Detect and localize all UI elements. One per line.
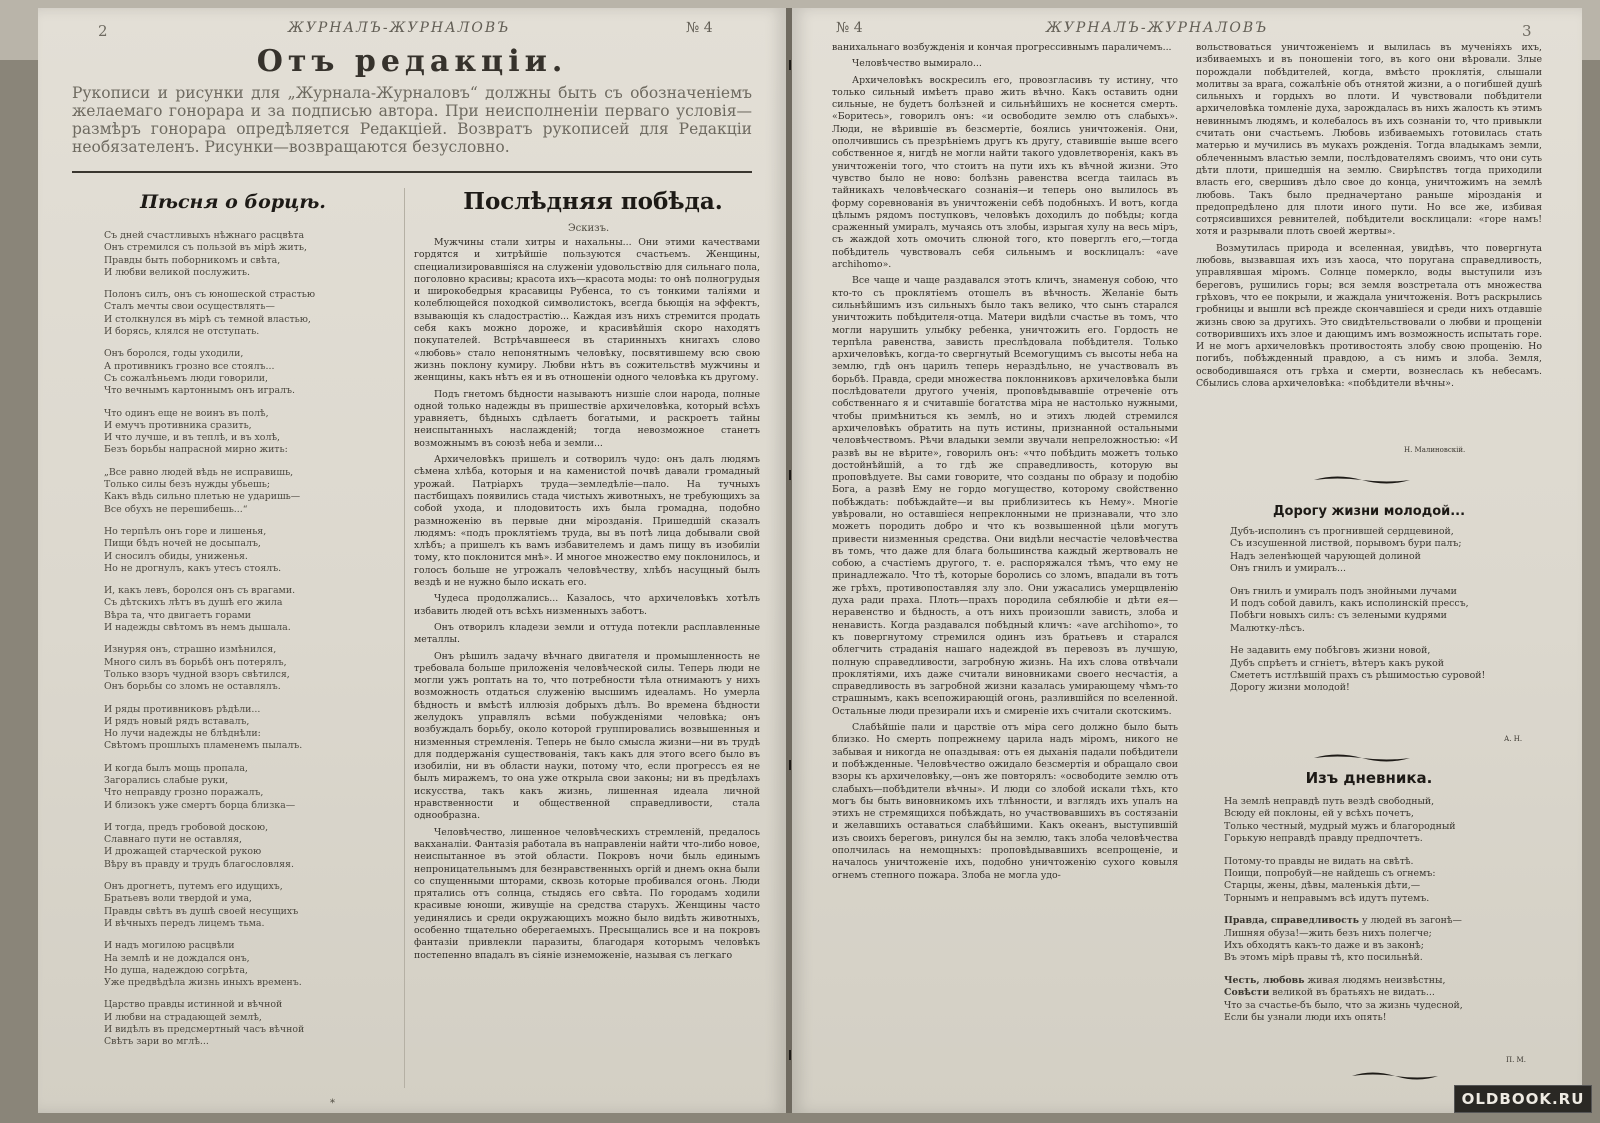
poem-line: Если бы узнали люди ихъ опять!	[1224, 1012, 1387, 1024]
poem-line: Только честный, мудрый мужъ и благородный	[1224, 820, 1456, 832]
poem-line: И борясь, клялся не отступать.	[104, 326, 260, 338]
paragraph: Возмутилась природа и вселенная, увидѣвъ, что повергнута любовь, вызвавшая ихъ изъ хаоса, что поругана справедливость, управлявшая міромъ. Солнце померкло, воды выступили изъ береговъ, рушились горы; вся земля возстретала отъ множества грѣховъ, что ее покрыли, и жаждала уничтоженія. Вотъ раскрылись гробницы и вышли всѣ прежде скончавшіеся и среди нихъ отдавшіе жизнь свою за другихъ. Это свидѣтельствовали о любви и прощеніи сотворившихъ ихъ злое и дающимъ имъ возможность испытать горе. И не могъ архичеловѣкъ противостоять злобу свою прощенію. Но погибъ, побѣжденный правдою, а съ нимъ и злоба. Земля, освободившаяся отъ грѣха и смерти, вознеслась къ небесамъ. Сбылись слова архичеловѣка: «побѣдители вѣчны».	[1196, 242, 1542, 390]
paragraph: Онъ отворилъ кладези земли и оттуда потекли расплавленные металлы.	[414, 621, 760, 646]
poem-line: Торнымъ и неправымъ всѣ идутъ путемъ.	[1224, 892, 1430, 904]
paragraph: Человѣчество вымирало...	[852, 58, 982, 70]
poem-line: Онъ боролся, годы уходили,	[104, 348, 244, 360]
poem-line: Загорались слабые руки,	[104, 774, 229, 786]
poem-line: И что лучше, и въ теплѣ, и въ холѣ,	[104, 432, 281, 444]
poem-line: И надъ могилою расцвѣли	[104, 940, 235, 952]
story-subtitle: Эскизъ.	[568, 223, 610, 234]
stanza	[104, 526, 354, 575]
poem-body	[104, 230, 354, 1059]
poem-line: И емучъ противника сразить,	[104, 419, 252, 431]
poem-line: Полонъ силъ, онъ съ юношеской страстью	[104, 289, 316, 301]
stanza	[1224, 915, 1542, 965]
poem-line: Дубъ спрѣетъ и сгніетъ, вѣтеръ какъ рукой	[1230, 657, 1444, 669]
page-mark: *	[330, 1098, 335, 1109]
poem-line: И столкнулся въ мірѣ съ темной властью,	[104, 313, 311, 325]
poem1-signature: А. Н.	[1504, 735, 1523, 743]
paragraph: Архичеловѣкъ пришелъ и сотворилъ чудо: онъ далъ людямъ сѣмена хлѣба, которыя и на каменистой почвѣ давали громадный урожай. Патріархъ труда—земледѣліе—пало. На тучныхъ пастбищахъ появились стада чистыхъ животныхъ, не требующихъ за собой ухода, и плодовитость ихъ была громадна, подобно размноженію въ первые дни мірозданія. Пришедшій сказалъ людямъ: «подъ проклятіемъ труда, вы въ потѣ лица добывали свой хлѣбъ; а пришелъ къ вамъ избавителемъ и дамъ пищу въ изобиліи тому, кто поклонится мнѣ». И многое множество ему поклонилось, и голосъ больше не угрожалъ человѣчеству, хлѣбъ насущный былъ вездѣ и не нужно было искать его.	[414, 454, 760, 589]
poem-line: На землѣ и не дождался онъ,	[104, 952, 250, 964]
page-number: 2	[98, 22, 108, 40]
poem-line: Сталъ мечты свои осуществлять—	[104, 301, 275, 313]
poem-line: И дрожащей старческой рукою	[104, 846, 262, 858]
poem-line: Славнаго пути не оставляя,	[104, 834, 243, 846]
stanza	[104, 704, 354, 753]
poem-line: Что одинъ еще не воинъ въ полѣ,	[104, 407, 269, 419]
watermark-logo: OLDBOOK.RU	[1454, 1085, 1592, 1113]
poem2-body	[1224, 796, 1542, 1035]
poem-line: Честь, любовь живая людямъ неизвѣстны,	[1224, 974, 1446, 986]
poem-line: Вѣра та, что двигаетъ горами	[104, 609, 252, 621]
poem-line: Правды свѣтъ въ душѣ своей несущихъ	[104, 905, 299, 917]
poem-line: Потому-то правды не видать на свѣтѣ.	[1224, 855, 1414, 867]
poem-line: Побѣги новыхъ силъ: съ зелеными кудрями	[1230, 610, 1447, 622]
stanza	[104, 348, 354, 397]
editorial-title: Отъ редакціи.	[256, 44, 568, 79]
poem-line: Всюду ей поклоны, ей у всѣхъ почетъ,	[1224, 808, 1414, 820]
poem-line: Правды быть поборникомъ и свѣта,	[104, 254, 281, 266]
poem2-signature: П. М.	[1506, 1056, 1526, 1064]
poem-line: Все обухъ не перешибешь...“	[104, 503, 248, 515]
stanza	[104, 408, 354, 457]
stanza	[104, 230, 354, 279]
binding-stitch	[789, 470, 791, 480]
poem-line: Съ сожалѣньемъ люди говорили,	[104, 372, 269, 384]
poem-line: Онъ гнилъ и умиралъ подъ знойными лучами	[1230, 585, 1457, 597]
binding-stitch	[789, 760, 791, 770]
poem-line: Правда, справедливость у людей въ загонѣ—	[1224, 915, 1462, 927]
stanza	[104, 763, 354, 812]
poem-line: Но не дрогнулъ, какъ утесъ стоялъ.	[104, 562, 282, 574]
column-divider	[404, 188, 405, 1088]
poem-line: На землѣ неправдѣ путь вездѣ свободный,	[1224, 796, 1435, 807]
poem-line: И вѣчныхъ передъ лицемъ тьма.	[104, 917, 265, 929]
poem-line: Въ этомъ мірѣ правы тѣ, кто посильнѣй.	[1224, 952, 1423, 964]
poem-line: Съ дѣтскихъ лѣтъ въ душѣ его жила	[104, 597, 283, 609]
paragraph: ванихальнаго возбужденія и кончая прогрессивнымъ параличемъ...	[832, 42, 1172, 53]
poem-line: И любви великой послужить.	[104, 266, 250, 278]
poem-line: И близокъ уже смертъ борца близка—	[104, 799, 296, 811]
poem-line: И любви на страдающей землѣ,	[104, 1011, 262, 1023]
poem-line: Дорогу жизни молодой!	[1230, 682, 1350, 694]
poem-line: Горькую неправдѣ правду предпочтетъ.	[1224, 833, 1423, 845]
poem-line: Что неправду грозно поражалъ,	[104, 787, 264, 799]
right-page	[792, 8, 1582, 1113]
poem-line: А противникъ грозно все стоялъ...	[104, 360, 275, 372]
poem-line: Ихъ обходятъ какъ-то даже и въ законѣ;	[1224, 940, 1424, 952]
author-signature: Н. Малиновскій.	[1404, 446, 1466, 454]
poem-line: И когда былъ мощь пропала,	[104, 762, 248, 774]
poem-line: Не задавить ему побѣговъ жизни новой,	[1230, 645, 1431, 657]
poem-title: Пѣсня о борцѣ.	[140, 191, 326, 213]
poem-line: Совѣсти великой въ братьяхъ не видать...	[1224, 987, 1435, 999]
stanza	[104, 585, 354, 634]
paragraph: Подъ гнетомъ бѣдности называютъ низшіе слои народа, полные одной только надежды въ пришествіе архичеловѣка, который всѣхъ уравняетъ, бѣдныхъ сдѣлаетъ богатыми, и раскроетъ тайны неиспытанныхъ наслажденій; тогда невозможное станетъ возможнымъ въ союзѣ неба и земли...	[414, 388, 760, 449]
stanza	[1224, 975, 1542, 1025]
poem-line: И сносилъ обиды, униженья.	[104, 550, 248, 562]
poem-line: Съ дней счастливыхъ нѣжнаго расцвѣта	[104, 230, 305, 241]
stanza	[1230, 526, 1542, 576]
poem2-title: Изъ дневника.	[1305, 769, 1433, 787]
paragraph: Архичеловѣкъ воскресилъ его, провозгласивъ ту истину, что только сильный имѣетъ право жить вѣчно. Какъ оставить одни сильные, не будетъ болѣзней и сильнѣйшихъ не коснется смерть. «Боритесь», говорилъ онъ: «и освободите землю отъ слабыхъ». Люди, не вѣрившіе въ безсмертіе, боялись уничтоженія. Они, ополчившись съ презрѣніемъ другъ къ другу, ставившіе выше всего собственное я, нигдѣ не могли найти такого удовлетворенія, какъ въ уничтоженіи того, что стоитъ на пути ихъ къ вѣчной жизни. Это чувство было не ново: болѣзнь равенства всегда таилась въ тайникахъ человѣческаго сознанія—и теперь оно вылилось въ форму соревнованія въ уничтоженіи себѣ подобныхъ. И вотъ, когда цѣлымъ рядомъ поступковъ, человѣкъ доходилъ до побѣды; когда сраженный умиралъ, мучаясь отъ злобы, изрыгая хулу на весь міръ, съ жаждой хоть омочить слюной того, кто поверглъ его,—тогда побѣдитель чувствовалъ себя сильнымъ и восклицалъ: «ave archihomo».	[832, 74, 1178, 271]
stanza	[104, 940, 354, 989]
poem-line: Вѣру въ правду и трудъ благословляя.	[104, 858, 294, 870]
poem-line: Надъ зеленѣющей чарующей долиной	[1230, 550, 1421, 562]
binding-stitch	[789, 1050, 791, 1060]
paragraph: Все чаще и чаще раздавался этотъ кличъ, знаменуя собою, что кто-то съ проклятіемъ отошелъ въ вѣчность. Желаніе быть сильнѣйшимъ изъ сильныхъ было такъ велико, что сынъ старался уничтожить побѣдителя-отца. Матери видѣли счастье въ томъ, что могли нарушить улыбку ребенка, уничтожить его. Гордость не терпѣла равенства, зависть преслѣдовала побѣдителя. Только архичеловѣкъ, когда-то свергнутый Всемогущимъ съ высоты неба на землю, гдѣ онъ царилъ теперь нераздѣльно, не участвовалъ въ борьбѣ. Правда, среди множества поклонниковъ архичеловѣка были послѣдователи другого ученія, проповѣдывавшіе отреченіе отъ собственнаго я и считавшіе богатства міра не настолько нужными, чтобы примѣниться къ землѣ, но и этихъ людей стремился архичеловѣкъ обратить на путь истины, признанной остальными человѣчествомъ. Рѣчи владыки земли звучали непреложностью: «И развѣ вы не вѣрите», говорилъ онъ: «что побѣдить можетъ только достойнѣйшій, а то гдѣ же справедливость, которую вы проповѣдуете. Вы сами говорите, что созданы по образу и подобію Бога, а развѣ Ему не гордо могущество, которому свойственно побѣждать: побѣждайте—и вы приблизитесь къ Нему». Многіе увѣровали, но оставшіеся непреклонными не признавали, что зло можетъ породить добро и что къ возвышенной цѣли могутъ привести низменныя средства. Они видѣли несчастіе человѣчества въ томъ, что даже для блага большинства каждый жертвовалъ не собою, а счастіемъ другого, т. е. распоряжался тѣмъ, что ему не принадлежало. Что тѣ, которые боролись со зломъ, впадали въ тотъ же грѣхъ, противопоставляя злу зло. Они ужасались умерщвленію духа ради праха. Плоть—прахъ породила себялюбіе и дѣти ея—неравенство и бѣдность, а отъ нихъ произошли зависть, злоба и ненависть. Когда раздавался побѣдный кличъ: «ave archihomo», то къ повергнутому стремился одинъ изъ братьевъ и старался облегчить страданія нашаго надеждой въ перевозъ въ лучшую, полную справедливости, загробную жизнь. На ихъ слова отвѣчали проклятіями, ихъ даже считали виновниками своего несчастія, а справедливость въ загробной жизни казалась умирающему чѣмъ-то страшнымъ, какъ всепожирающій огонь, разлившійся по вселенной. Остальные люди презирали ихъ и смиреніе ихъ считали скотскимъ.	[832, 275, 1178, 717]
poem-line: Смететъ истлѣвшій прахъ съ рѣшимостью суровой!	[1230, 670, 1486, 682]
binding-stitch	[789, 60, 791, 70]
story-body	[414, 237, 760, 1107]
poem-line: Онъ борьбы со зломъ не оставлялъ.	[104, 681, 281, 693]
running-header: ЖУРНАЛЪ-ЖУРНАЛОВЪ	[288, 20, 511, 36]
stanza	[104, 999, 354, 1048]
poem-line: Лишняя обуза!—жить безъ нихъ полегче;	[1224, 927, 1432, 939]
stanza	[1230, 586, 1542, 636]
ornament-flourish	[1312, 752, 1412, 764]
poem-line: Много силъ въ борьбѣ онъ потерялъ,	[104, 656, 287, 668]
poem-line: Какъ вѣдь сильно плетью не ударишь—	[104, 491, 301, 503]
stanza	[104, 644, 354, 693]
editorial-text: Рукописи и рисунки для „Журнала-Журналовъ“ должны быть съ обозначеніемъ желаемаго гонорара и за подписью автора. При неисполненіи перваго условія—размѣръ гонорара опредѣляется Редакціей. Возвратъ рукописей для Редакціи необязателенъ. Рисунки—возвращаются безусловно.	[72, 84, 752, 156]
poem-line: Онъ стремился съ пользой въ мірѣ жить,	[104, 242, 307, 254]
paragraph: Слабѣйшіе пали и царствіе отъ міра сего должно было быть близко. Но смерть попрежнему царила надъ міромъ, никого не забывая и никогда не опаздывая: отъ ея дыханія падали побѣдители и побѣжденные. Человѣчество ожидало безсмертія и обращало свои взоры къ архичеловѣку,—онъ же повторялъ: «освободите землю отъ слабыхъ—побѣдители вѣчны». И люди со злобой искали тѣхъ, кто могъ бы быть виновникомъ ихъ тлѣнности, и взглядъ ихъ упалъ на этихъ не стремящихся побѣждать, но участвовавшихъ въ состязаніи и желавшихъ оставаться слабѣйшими. Какъ океанъ, выступившій изъ своихъ береговъ, ринулся бы на землю, такъ злоба человѣчества ополчилась на немощныхъ: проповѣдывавшихъ всепрощеніе, и началось уничтоженіе ихъ, подобно уничтоженію сухого ковыля огнемъ степного пожара. Злоба не могла удо-	[832, 722, 1178, 881]
paragraph: Онъ рѣшилъ задачу вѣчнаго двигателя и промышленность не требовала больше приложенія человѣческой силы. Теперь люди не могли ужъ роптать на то, что потребности тѣла отнимаютъ у нихъ возможность отдаться служенію высшимъ идеаламъ. Но умерла бѣдность и вмѣстѣ иллюзія добрыхъ дѣлъ. Во времена бѣдности желудокъ управлялъ всѣми побужденіями человѣка; онъ возбуждалъ борьбу, около которой группировались возвышенныя и низменныя стремленія. Теперь не было смысла жизни—ни въ трудѣ для поддержанія существованія, такъ какъ для этого всего было въ изобиліи, ни въ области науки, потому что, если прогрессъ ея не былъ миражемъ, то она уже открыла свои законы; ни въ предѣлахъ искусства, такъ какъ жизнь, лишенная идеала личной нравственности и общественной справедливости, стала однообразна.	[414, 650, 760, 822]
poem-line: И подъ собой давилъ, какъ исполинскій прессъ,	[1230, 598, 1469, 610]
poem1-body	[1230, 526, 1542, 705]
poem-line: Пищи бѣдъ ночей не досыпалъ,	[104, 538, 261, 550]
poem-line: Но терпѣлъ онъ горе и лишенья,	[104, 525, 267, 537]
stanza	[1230, 645, 1542, 695]
paragraph: вольствоваться уничтоженіемъ и вылилась въ мученіяхъ ихъ, избиваемыхъ и въ поношеніи того, въ кого они вѣровали. Злые порождали побѣдителей, когда, вмѣсто проклятія, слышали молитвы за врага, сожалѣніе объ отнятой жизни, а о погибшей душѣ сильныхъ и гордыхъ во плоти. И чувствовали побѣдители архичеловѣка томленіе духа, зарождалась въ нихъ жалость къ этимъ невиннымъ людямъ, и колебалось въ ихъ сознаніи то, что привыкли считать они счастьемъ. Любовь избиваемыхъ готовилась стать матерью и мучились въ мукахъ рожденія. Тогда владыкамъ земли, облеченнымъ властью земли, послѣдователямъ своимъ, что они суть дѣти плоти, пришедшія на землю. Свирѣпствъ тогда приходили власть его, свершивъ дѣло свое до конца, уничтожимъ на землѣ любовь. Такъ было предначертано раньше мірозданія и предопредѣлено для плоти иного пути. Но все же, избивая сотрясившихся ревнителей, побѣдители восклицали: «горе намъ! хотя и разрывали плоть своей жертвы».	[1196, 42, 1542, 238]
story-title: Послѣдняя побѣда.	[463, 188, 723, 215]
poem-line: И видѣлъ въ предсмертный часъ вѣчной	[104, 1024, 305, 1036]
poem-line: И, какъ левъ, боролся онъ съ врагами.	[104, 585, 296, 597]
ornament-flourish	[1312, 474, 1412, 486]
paragraph: Мужчины стали хитры и нахальны... Они этими качествами гордятся и хитрѣйшіе пользуются счастьемъ. Женщины, специализировавшіяся на служеніи удовольствію для сильнаго пола, поголовно красивы; красота ихъ—красота моды: то онѣ полногрудыя и широкобедрыя красавицы Рубенса, то съ тонкими таліями и колеблющейся походкой символистокъ, всегда бьющія на эффектъ, взывающія къ сладострастію... Каждая изъ нихъ стремится продать себя какъ можно дороже, и красивѣйшія скоро находятъ покупателей. Встрѣчавшееся въ старинныхъ книгахъ слово «любовь» стало непонятнымъ человѣку, посвятившему всю свою жизнь поклону кумиру. Любви нѣтъ въ сожительствѣ мужчины и женщины, какъ нѣтъ ея и въ отношеніи одного человѣка къ другому.	[414, 237, 760, 384]
poem-line: Старцы, жены, дѣвы, маленькія дѣти,—	[1224, 880, 1421, 892]
poem-line: Малютку-лѣсъ.	[1230, 622, 1305, 634]
poem-line: Что за счастье-бъ было, что за жизнь чудесной,	[1224, 999, 1463, 1011]
paragraph: Человѣчество, лишенное человѣческихъ стремленій, предалось вакханаліи. Фантазія работала въ направленіи найти что-либо новое, неиспытанное въ этой области. Покровъ ночи быль единымъ непроницательнымъ для безнравственныхъ оргій и днемъ окна были со спущенными шторами, сквозь которые пробивался огонь. Люди прятались отъ солнца, стыдясь его свѣта. По городамъ ходили красивые юноши, живущіе на средства старухъ. Женщины часто уединялись и среди окружающихъ можно было видѣть животныхъ, особенно тщательно оберегаемыхъ. Пресыщались все и на покровъ фантазіи привлекли паразиты, благодаря которымъ человѣкъ постепенно впадалъ въ сіяніе изнеможеніе, называя съ легкаго	[414, 826, 760, 961]
poem-line: Свѣтомъ прошлыхъ пламенемъ пылалъ.	[104, 740, 303, 752]
poem-line: И ряды противниковъ рѣдѣли...	[104, 703, 261, 715]
poem-line: Изнуряя онъ, страшно измѣнился,	[104, 644, 277, 656]
poem-line: „Все равно людей вѣдь не исправишь,	[104, 466, 294, 478]
poem-line: Царство правды истинной и вѣчной	[104, 999, 283, 1011]
story-ending	[1196, 42, 1542, 436]
stanza	[1224, 856, 1542, 906]
issue-number: № 4	[686, 20, 713, 36]
poem1-title: Дорогу жизни молодой...	[1272, 504, 1466, 519]
stanza	[1224, 796, 1542, 846]
poem-line: Безъ борьбы напрасной мирно жить:	[104, 444, 288, 456]
poem-line: Онъ дрогнетъ, путемъ его идущихъ,	[104, 881, 283, 893]
poem-line: Что вечнымъ картоннымъ онъ игралъ.	[104, 385, 295, 397]
left-page	[38, 8, 786, 1113]
poem-line: Поищи, попробуй—не найдешь съ огнемъ:	[1224, 868, 1436, 880]
poem-line: И тогда, предъ гробовой доскою,	[104, 821, 269, 833]
stanza	[104, 822, 354, 871]
poem-line: Братьевъ воли твердой и ума,	[104, 893, 252, 905]
editorial-rule	[72, 171, 752, 173]
story-continuation	[832, 42, 1178, 1107]
ornament-flourish	[1350, 1070, 1440, 1082]
poem-line: Но лучи надежды не блѣднѣли:	[104, 728, 261, 740]
stanza	[104, 467, 354, 516]
stanza	[104, 289, 354, 338]
poem-line: И надежды свѣтомъ въ немъ дышала.	[104, 622, 291, 634]
stanza	[104, 881, 354, 930]
poem-line: Только силы безъ нужды убьешь;	[104, 479, 270, 491]
page-number: 3	[1522, 22, 1532, 40]
poem-line: Съ изсушенной листвой, порывомъ бури палъ;	[1230, 538, 1462, 550]
poem-line: Дубъ-исполинъ съ прогнившей сердцевиной,	[1230, 526, 1454, 537]
poem-line: И рядъ новый рядъ вставалъ,	[104, 715, 250, 727]
running-header: ЖУРНАЛЪ-ЖУРНАЛОВЪ	[1046, 20, 1269, 36]
poem-line: Свѣтъ зари во мглѣ...	[104, 1036, 209, 1048]
issue-number: № 4	[836, 20, 863, 36]
poem-line: Уже предвѣдѣла жизнь иныхъ временъ.	[104, 977, 302, 989]
poem-line: Но душа, надеждою согрѣта,	[104, 964, 248, 976]
paragraph: Чудеса продолжались... Казалось, что архичеловѣкъ хотѣлъ избавить людей отъ всѣхъ низменныхъ заботъ.	[414, 593, 760, 617]
poem-line: Онъ гнилъ и умиралъ...	[1230, 563, 1346, 575]
poem-line: Только взоръ чудной взоръ свѣтился,	[104, 668, 290, 680]
